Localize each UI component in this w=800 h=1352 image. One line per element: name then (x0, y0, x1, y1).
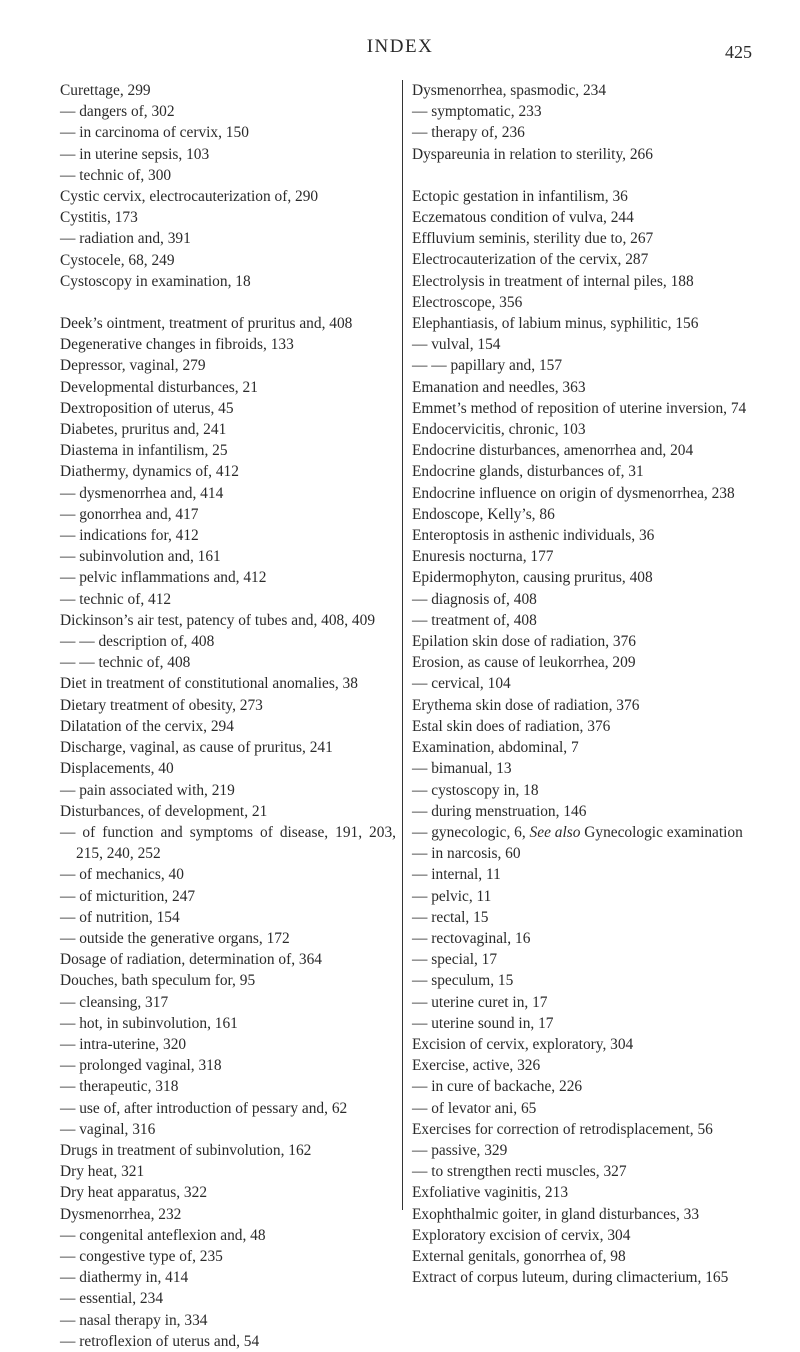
index-entry: Exophthalmic goiter, in gland disturbances, 33 (412, 1205, 700, 1223)
index-entry: Dysmenorrhea, spasmodic, 234 (412, 82, 607, 99)
index-entry: Dietary treatment of obesity, 273 (60, 696, 263, 714)
section-gap (60, 292, 396, 313)
index-subentry: — therapeutic, 318 (60, 1078, 179, 1096)
index-entry: Enteroptosis in asthenic individuals, 36 (412, 527, 655, 545)
index-entry: Dyspareunia in relation to sterility, 266 (412, 145, 653, 163)
cross-reference-label: See also (529, 823, 581, 841)
index-entry: Dry heat apparatus, 322 (60, 1184, 208, 1202)
index-subentry: — hot, in subinvolution, 161 (60, 1014, 238, 1032)
index-entry: Exercises for correction of retrodisplacement, 56 (412, 1120, 713, 1138)
index-entry: Douches, bath speculum for, 95 (60, 972, 256, 990)
index-entry: Endocervicitis, chronic, 103 (412, 421, 586, 439)
index-subentry: — pain associated with, 219 (60, 781, 235, 799)
index-entry: Estal skin does of radiation, 376 (412, 717, 611, 735)
index-entry: Deek’s ointment, treatment of pruritus and, 408 (60, 315, 353, 333)
index-subentry: — vaginal, 316 (60, 1120, 156, 1138)
index-subentry: — — papillary and, 157 (412, 357, 563, 375)
index-entry: Dickinson’s air test, patency of tubes and, 408, 409 (60, 611, 376, 629)
index-subentry: — in uterine sepsis, 103 (60, 145, 210, 163)
index-subentry: — diagnosis of, 408 (412, 590, 537, 608)
index-subentry: — nasal therapy in, 334 (60, 1311, 208, 1329)
index-subentry: — during menstruation, 146 (412, 802, 587, 820)
index-subentry: — rectal, 15 (412, 908, 489, 926)
index-subentry: — outside the generative organs, 172 (60, 929, 290, 947)
index-entry: Dry heat, 321 (60, 1163, 145, 1181)
running-title: INDEX (366, 36, 434, 57)
index-entry: Cystocele, 68, 249 (60, 251, 175, 269)
index-entry: Elephantiasis, of labium minus, syphilitic, 156 (412, 315, 699, 333)
index-entry: Cystoscopy in examination, 18 (60, 272, 251, 290)
index-entry: Effluvium seminis, sterility due to, 267 (412, 230, 654, 248)
index-subentry: — cystoscopy in, 18 (412, 781, 539, 799)
index-column-right (412, 80, 757, 1288)
index-entry: Excision of cervix, exploratory, 304 (412, 1035, 634, 1053)
index-entry: Electrocauterization of the cervix, 287 (412, 251, 649, 269)
index-entry: Depressor, vaginal, 279 (60, 357, 206, 375)
index-entry: Drugs in treatment of subinvolution, 162 (60, 1141, 312, 1159)
index-entry: Displacements, 40 (60, 760, 174, 778)
index-subentry: — of mechanics, 40 (60, 866, 184, 884)
index-subentry: — in cure of backache, 226 (412, 1078, 583, 1096)
index-subentry: — to strengthen recti muscles, 327 (412, 1163, 627, 1181)
index-entry: Exercise, active, 326 (412, 1057, 541, 1075)
index-entry: Examination, abdominal, 7 (412, 739, 579, 757)
index-subentry: — prolonged vaginal, 318 (60, 1057, 222, 1075)
index-subentry: — passive, 329 (412, 1141, 508, 1159)
index-entry: Erythema skin dose of radiation, 376 (412, 696, 640, 714)
index-entry: Exfoliative vaginitis, 213 (412, 1184, 569, 1202)
page-header (0, 34, 800, 64)
index-subentry: — essential, 234 (60, 1290, 164, 1308)
index-entry: Dysmenorrhea, 232 (60, 1205, 182, 1223)
index-entry: Electroscope, 356 (412, 293, 523, 311)
index-subentry: — cervical, 104 (412, 675, 511, 693)
index-entry: Emanation and needles, 363 (412, 378, 586, 396)
index-subentry: — special, 17 (412, 951, 498, 969)
index-entry: Exploratory excision of cervix, 304 (412, 1226, 631, 1244)
index-subentry: — radiation and, 391 (60, 230, 191, 248)
index-entry: Curettage, 299 (60, 82, 151, 99)
index-entry: Disturbances, of development, 21 (60, 802, 268, 820)
index-entry: Extract of corpus luteum, during climacterium, 165 (412, 1269, 729, 1287)
index-subentry: — pelvic inflammations and, 412 (60, 569, 267, 587)
index-subentry: — diathermy in, 414 (60, 1269, 189, 1287)
index-subentry: — dysmenorrhea and, 414 (60, 484, 224, 502)
index-subentry: — rectovaginal, 16 (412, 929, 531, 947)
index-entry: Diabetes, pruritus and, 241 (60, 421, 227, 439)
index-entry: Emmet’s method of reposition of uterine inversion, 74 (412, 399, 747, 417)
index-subentry: — technic of, 300 (60, 166, 172, 184)
page-number: 425 (725, 42, 752, 62)
index-entry: Dosage of radiation, determination of, 364 (60, 951, 322, 969)
index-subentry: — congenital anteflexion and, 48 (60, 1226, 266, 1244)
index-entry: Degenerative changes in fibroids, 133 (60, 336, 294, 354)
index-subentry: — of levator ani, 65 (412, 1099, 537, 1117)
index-subentry: — dangers of, 302 (60, 103, 175, 121)
index-entry: Endocrine influence on origin of dysmenorrhea, 238 (412, 484, 735, 502)
index-subentry: — subinvolution and, 161 (60, 548, 221, 566)
index-subentry: — — description of, 408 (60, 633, 215, 651)
index-entry: Developmental disturbances, 21 (60, 378, 258, 396)
index-subentry: — vulval, 154 (412, 336, 501, 354)
index-subentry: — speculum, 15 (412, 972, 514, 990)
index-subentry: — — technic of, 408 (60, 654, 191, 672)
index-entry: Erosion, as cause of leukorrhea, 209 (412, 654, 636, 672)
index-subentry: — use of, after introduction of pessary and, 62 (60, 1099, 348, 1117)
index-entry: Epilation skin dose of radiation, 376 (412, 633, 636, 651)
index-subentry: — therapy of, 236 (412, 124, 525, 142)
index-entry: Cystic cervix, electrocauterization of, 290 (60, 188, 319, 206)
index-subentry: — in narcosis, 60 (412, 845, 521, 863)
index-entry: Electrolysis in treatment of internal piles, 188 (412, 272, 694, 290)
index-entry: Dextroposition of uterus, 45 (60, 399, 234, 417)
index-subentry: — of micturition, 247 (60, 887, 196, 905)
index-entry: Epidermophyton, causing pruritus, 408 (412, 569, 653, 587)
index-entry: Endocrine glands, disturbances of, 31 (412, 463, 644, 481)
index-entry: Diathermy, dynamics of, 412 (60, 463, 239, 481)
index-subentry: — technic of, 412 (60, 590, 172, 608)
index-subentry: — gonorrhea and, 417 (60, 505, 199, 523)
index-subentry: — of nutrition, 154 (60, 908, 180, 926)
index-subentry: — cleansing, 317 (60, 993, 169, 1011)
index-entry: Endocrine disturbances, amenorrhea and, 204 (412, 442, 694, 460)
index-column-left (60, 80, 396, 1352)
index-entry: Dilatation of the cervix, 294 (60, 717, 234, 735)
index-subentry: — uterine curet in, 17 (412, 993, 548, 1011)
index-subentry: — uterine sound in, 17 (412, 1014, 554, 1032)
index-subentry: — gynecologic, 6, See also Gynecologic examination (412, 823, 743, 841)
index-subentry: — intra-uterine, 320 (60, 1035, 187, 1053)
index-entry: External genitals, gonorrhea of, 98 (412, 1247, 626, 1265)
section-gap (412, 165, 757, 186)
index-subentry: — in carcinoma of cervix, 150 (60, 124, 249, 142)
index-entry: Diastema in infantilism, 25 (60, 442, 228, 460)
index-subentry: — treatment of, 408 (412, 611, 537, 629)
index-subentry: — symptomatic, 233 (412, 103, 542, 121)
index-entry: Eczematous condition of vulva, 244 (412, 209, 634, 227)
index-entry: Diet in treatment of constitutional anomalies, 38 (60, 675, 358, 693)
index-entry: Endoscope, Kelly’s, 86 (412, 505, 555, 523)
index-subentry: — bimanual, 13 (412, 760, 512, 778)
index-subentry: — of function and symptoms of disease, 191, 203, 215, 240, 252 (60, 823, 396, 863)
index-subentry: — congestive type of, 235 (60, 1247, 223, 1265)
index-entry: Ectopic gestation in infantilism, 36 (412, 187, 628, 205)
column-divider (402, 80, 403, 1210)
index-subentry: — pelvic, 11 (412, 887, 492, 905)
index-entry: Discharge, vaginal, as cause of pruritus, 241 (60, 739, 333, 757)
index-entry: Enuresis nocturna, 177 (412, 548, 554, 566)
index-entry: Cystitis, 173 (60, 209, 138, 227)
index-subentry: — retroflexion of uterus and, 54 (60, 1332, 260, 1350)
index-subentry: — internal, 11 (412, 866, 501, 884)
index-subentry: — indications for, 412 (60, 527, 199, 545)
